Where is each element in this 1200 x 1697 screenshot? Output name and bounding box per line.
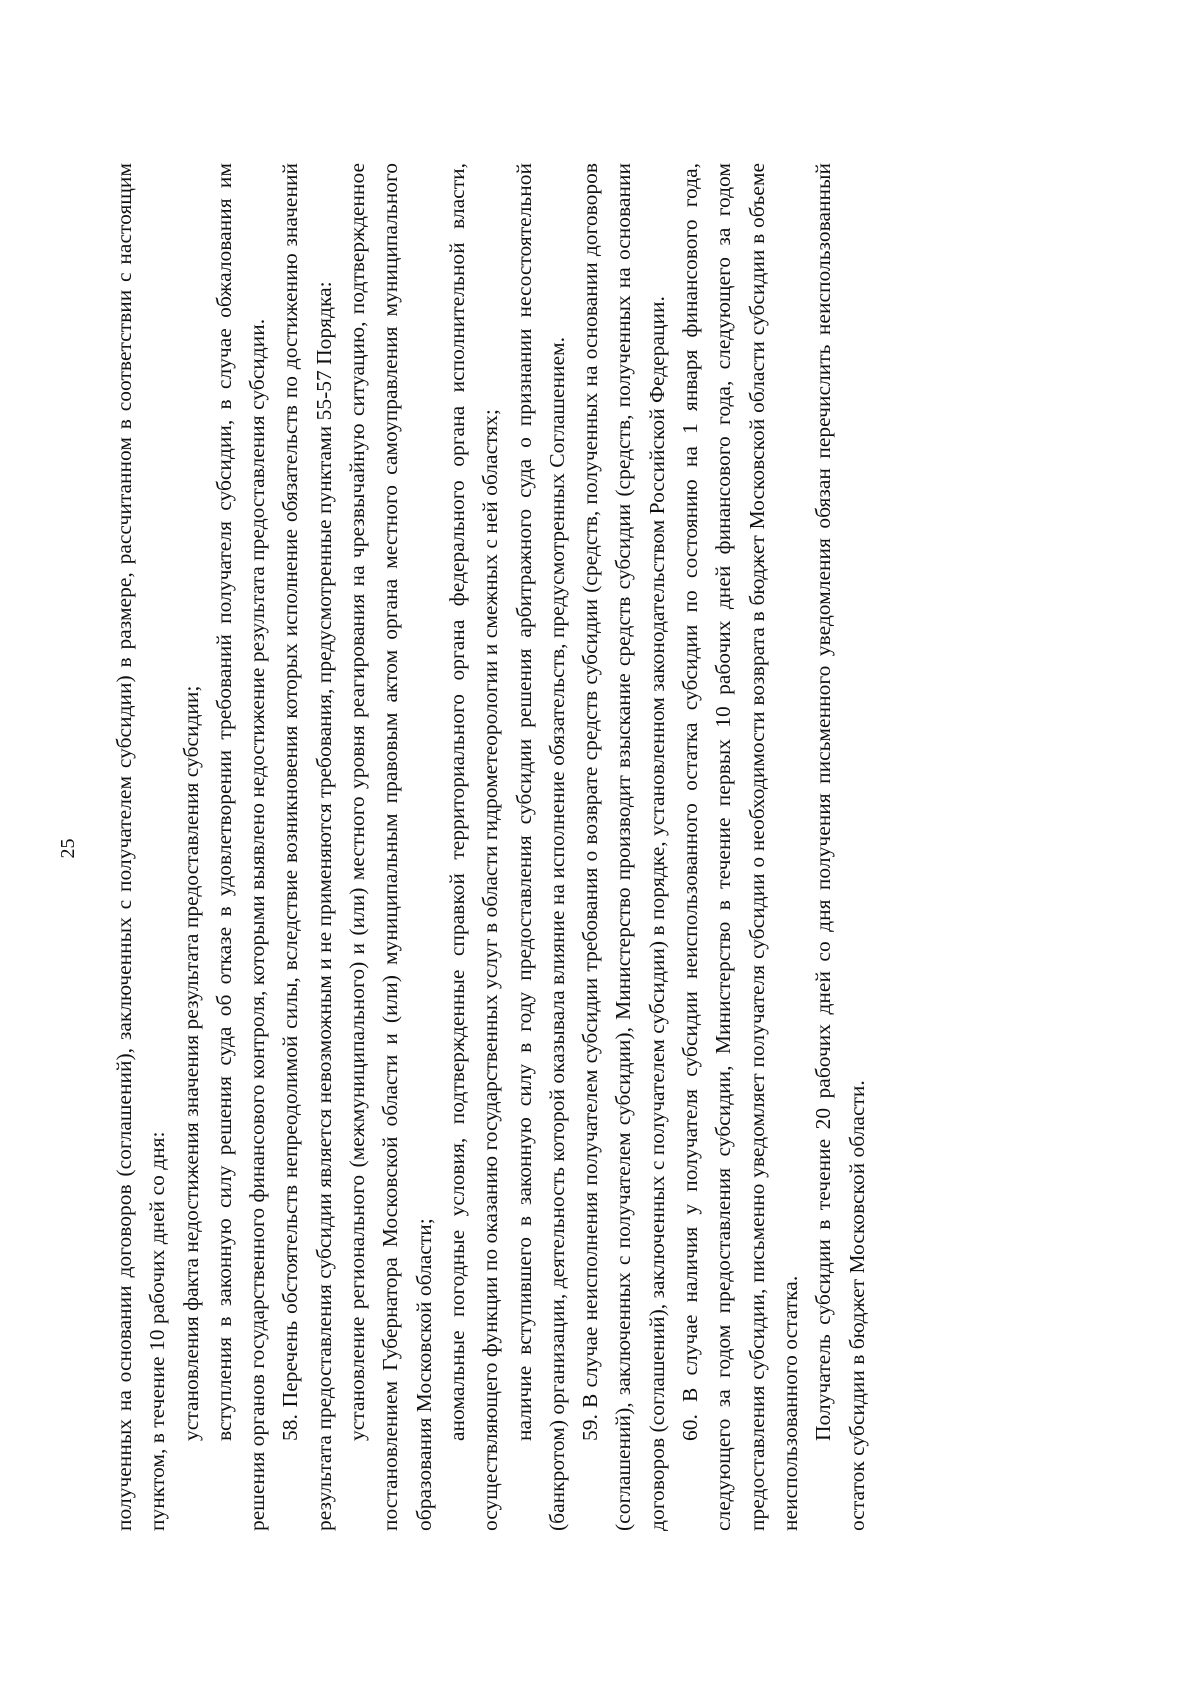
paragraph: установление регионального (межмуниципального) и (или) местного уровня реагирования на чрезвычайную ситуацию, подтвержденное постановлением Губернатора Московской области и (или) муниципальным правовым актом органа местного самоуправления муниципального образования Московской области; [345, 163, 436, 1531]
paragraph: аномальные погодные условия, подтвержденные справкой территориального органа федерального органа исполнительной власти, осуществляющего функции по оказанию государственных услуг в области гидрометеорологии и смежных с ней областях; [444, 163, 503, 1531]
paragraph: 58. Перечень обстоятельств непреодолимой силы, вследствие возникновения которых исполнение обязательств по достижению значений результата предоставления субсидии является невозможным и не применяются требования, предусмотренные пунктами 55-57 Порядка: [278, 163, 336, 1531]
paragraph: полученных на основании договоров (соглашений), заключенных с получателем субсидии) в размере, рассчитанном в соответствии с настоящим пунктом, в течение 10 рабочих дней со дня: [112, 163, 170, 1531]
paragraph: 60. В случае наличия у получателя субсидии неиспользованного остатка субсидии по состоянию на 1 января финансового года, следующего за годом предоставления субсидии, Министерство в течение первых 10 рабочих дней финансового года, следующего за годом предоставления субсидии, письменно уведомляет получателя субсидии о необходимости возврата в бюджет Московской области субсидии в объеме неиспользованного остатка. [678, 163, 802, 1531]
page-number: 25 [57, 838, 79, 859]
paragraph: установления факта недостижения значения результата предоставления субсидии; [178, 685, 203, 1441]
paragraph: вступления в законную силу решения суда об отказе в удовлетворении требований получателя субсидии, в случае обжалования им решения органов государственного финансового контроля, которыми выявлено недостижение результата предоставления субсидии. [211, 163, 270, 1531]
paragraph: 59. В случае неисполнения получателем субсидии требования о возврате средств субсидии (средств, полученных на основании договоров (соглашений), заключенных с получателем субсидии), Министерство производит взыскание средств субсидии (средств, полученных на основании договоров (соглашений), заключенных с получателем субсидии) в порядке, установленном законодательством Российской Федерации. [578, 163, 669, 1531]
paragraph: Получатель субсидии в течение 20 рабочих дней со дня получения письменного уведомления обязан перечислить неиспользованный остаток субсидии в бюджет Московской области. [811, 163, 869, 1531]
document-body [108, 163, 874, 1531]
paragraph: наличие вступившего в законную силу в году предоставления субсидии решения арбитражного суда о признании несостоятельной (банкротом) организации, деятельность которой оказывала влияние на исполнение обязательств, предусмотренных Соглашением. [511, 163, 569, 1531]
